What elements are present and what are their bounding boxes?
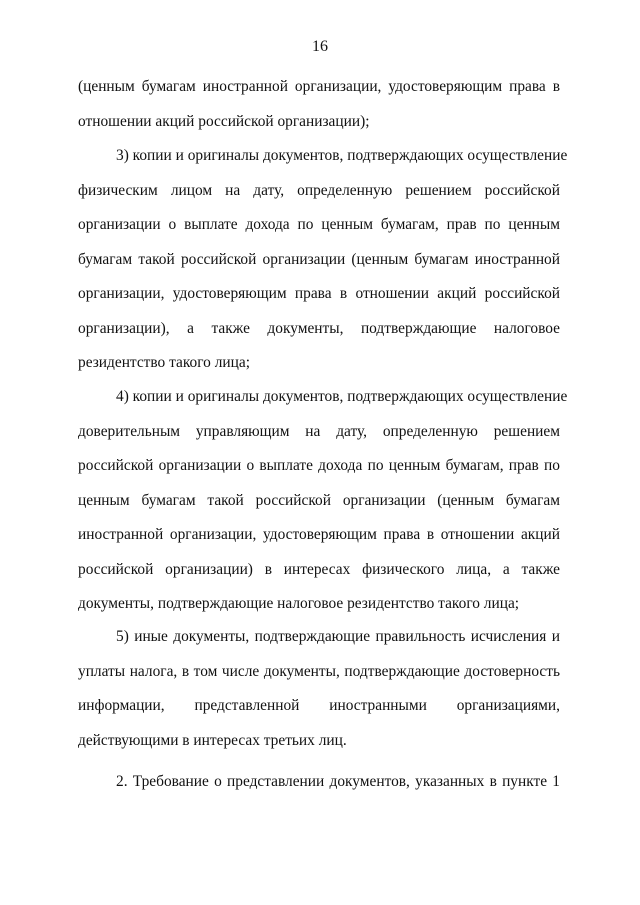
page-number: 16 [312, 38, 328, 55]
paragraph-item-4 [78, 380, 568, 622]
text-line: документы, подтверждающие налоговое резидентство такого лица; [78, 595, 520, 612]
text-line: 2. Требование о представлении документов, указанных в пункте 1 [116, 773, 560, 790]
text-line: организации о выплате дохода по ценным бумагам, прав по ценным [78, 216, 560, 233]
text-line: уплаты налога, в том числе документы, подтверждающие достоверность [78, 662, 560, 680]
text-line: организации), а также документы, подтверждающие налоговое [78, 319, 560, 337]
text-line: организации, удостоверяющим права в отношении акций российской [78, 285, 560, 302]
text-line: иностранной организации, удостоверяющим права в отношении акций [78, 526, 560, 543]
text-line: российской организации) в интересах физического лица, а также [78, 560, 560, 578]
text-line: российской организации о выплате дохода по ценным бумагам, прав по [78, 457, 560, 474]
text-line: доверительным управляющим на дату, определенную решением [78, 422, 560, 440]
text-line: действующими в интересах третьих лиц. [78, 731, 347, 749]
text-line: отношении акций российской организации); [78, 112, 370, 130]
text-line: (ценным бумагам иностранной организации, удостоверяющим права в [78, 78, 560, 95]
paragraph-item-3 [78, 139, 568, 381]
text-line: резидентство такого лица; [78, 354, 250, 371]
text-line: бумагам такой российской организации (ценным бумагам иностранной [78, 250, 560, 268]
text-line: 3) копии и оригиналы документов, подтверждающих осуществление [116, 147, 568, 164]
paragraph-section-2 [78, 765, 560, 800]
text-line: физическим лицом на дату, определенную решением российской [78, 181, 560, 199]
paragraph-item-5 [78, 620, 560, 758]
text-line: информации, представленной иностранными организациями, [78, 697, 560, 714]
paragraph-continuation [78, 70, 560, 139]
text-line: 5) иные документы, подтверждающие правильность исчисления и [116, 628, 560, 645]
text-line: ценным бумагам такой российской организации (ценным бумагам [78, 491, 560, 509]
text-line: 4) копии и оригиналы документов, подтверждающих осуществление [116, 388, 568, 405]
